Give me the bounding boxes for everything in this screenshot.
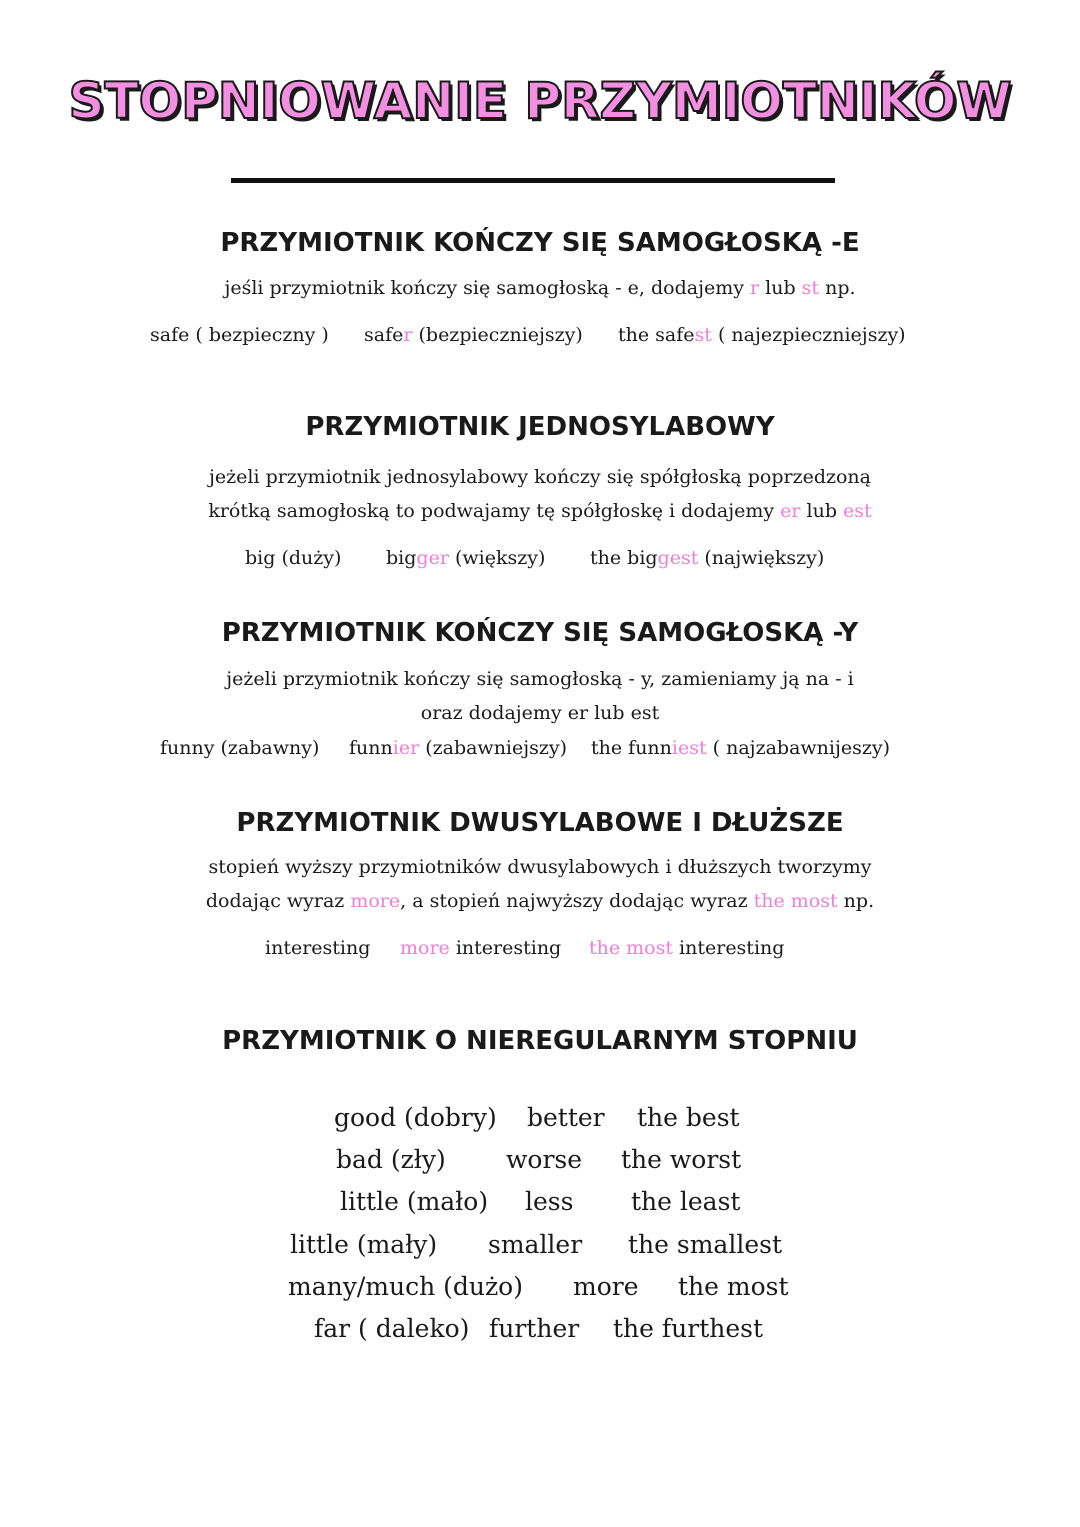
irregular-comparative: smaller: [488, 1230, 583, 1259]
irregular-comparative: better: [527, 1103, 605, 1132]
section-desc-line: jeżeli przymiotnik kończy się samogłoską - y, zamieniamy ją na - i: [226, 668, 854, 690]
section-heading-monosyllabic: PRZYMIOTNIK JEDNOSYLABOWY: [305, 412, 775, 442]
section-heading-y: PRZYMIOTNIK KOŃCZY SIĘ SAMOGŁOSKĄ -Y: [221, 618, 859, 648]
section-desc-e: jeśli przymiotnik kończy się samogłoską - e, dodajemy r lub st np.: [224, 277, 856, 299]
example-comparative: funnier (zabawniejszy): [349, 737, 568, 759]
irregular-superlative: the least: [631, 1187, 741, 1216]
irregular-comparative: further: [489, 1314, 580, 1343]
irregular-superlative: the most: [678, 1272, 789, 1301]
example-comparative: more interesting: [400, 937, 562, 959]
irregular-superlative: the best: [637, 1103, 740, 1132]
irregular-base: bad (zły): [336, 1145, 446, 1174]
irregular-comparative: more: [573, 1272, 639, 1301]
section-desc-line: stopień wyższy przymiotników dwusylabowych i dłuższych tworzymy: [208, 856, 872, 878]
irregular-base: little (mały): [290, 1230, 438, 1259]
section-heading-irregular: PRZYMIOTNIK O NIEREGULARNYM STOPNIU: [222, 1026, 858, 1056]
section-desc-line: dodając wyraz more, a stopień najwyższy dodając wyraz the most np.: [205, 890, 875, 912]
irregular-base: good (dobry): [334, 1103, 497, 1132]
example-base: safe ( bezpieczny ): [150, 324, 329, 346]
page-title: STOPNIOWANIE PRZYMIOTNIKÓW: [68, 72, 1012, 130]
section-desc-line: krótką samogłoską to podwajamy tę spółgłoskę i dodajemy er lub est: [208, 500, 872, 522]
irregular-base: little (mało): [340, 1187, 489, 1216]
example-superlative: the safest ( najezpieczniejszy): [618, 324, 906, 346]
example-base: funny (zabawny): [160, 737, 320, 759]
example-superlative: the biggest (największy): [590, 547, 825, 569]
section-heading-polysyllabic: PRZYMIOTNIK DWUSYLABOWE I DŁUŻSZE: [236, 808, 844, 838]
title-divider: [231, 178, 835, 183]
example-superlative: the most interesting: [589, 937, 785, 959]
section-desc-line: jeżeli przymiotnik jednosylabowy kończy się spółgłoską poprzedzoną: [208, 466, 871, 488]
example-comparative: bigger (większy): [386, 547, 546, 569]
section-desc-line: oraz dodajemy er lub est: [420, 702, 660, 724]
irregular-superlative: the furthest: [613, 1314, 764, 1343]
irregular-superlative: the smallest: [628, 1230, 782, 1259]
example-base: big (duży): [245, 547, 342, 569]
irregular-comparative: less: [525, 1187, 574, 1216]
irregular-superlative: the worst: [621, 1145, 742, 1174]
irregular-base: many/much (dużo): [288, 1272, 523, 1301]
irregular-comparative: worse: [506, 1145, 583, 1174]
example-superlative: the funniest ( najzabawnijeszy): [591, 737, 891, 759]
section-heading-e: PRZYMIOTNIK KOŃCZY SIĘ SAMOGŁOSKĄ -E: [220, 228, 860, 258]
irregular-base: far ( daleko): [314, 1314, 470, 1343]
example-base: interesting: [265, 937, 371, 959]
example-comparative: safer (bezpieczniejszy): [364, 324, 583, 346]
